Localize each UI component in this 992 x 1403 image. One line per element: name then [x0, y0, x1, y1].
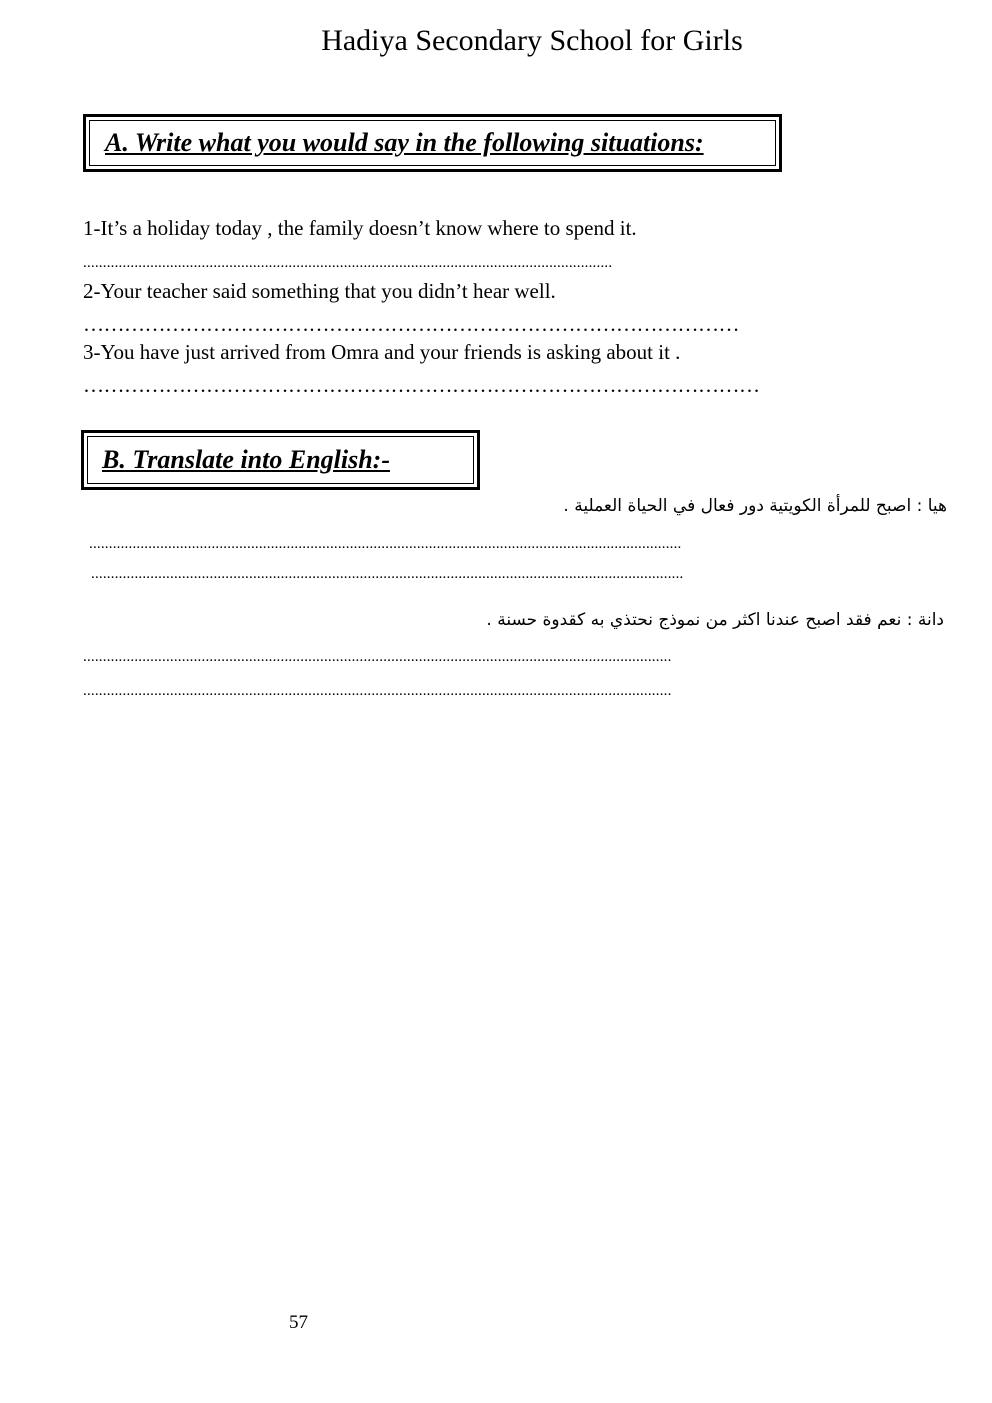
answer-line-2[interactable]: ……………………………………………………………………………………: [83, 312, 739, 336]
section-a-heading: A. Write what you would say in the following situations:: [105, 128, 704, 157]
page-title: Hadiya Secondary School for Girls: [321, 24, 743, 57]
translation-line-2b[interactable]: .....................................................................................................................................................: [83, 683, 672, 699]
translate-sentence-2: دانة : نعم فقد اصبح عندنا اكثر من نموذج نحتذي به كقدوة حسنة .: [486, 610, 944, 630]
question-2: 2-Your teacher said something that you didn’t hear well.: [83, 279, 556, 303]
question-3: 3-You have just arrived from Omra and your friends is asking about it .: [83, 340, 681, 364]
section-b-heading-inner: [87, 436, 474, 484]
page-number: 57: [289, 1312, 308, 1333]
answer-line-1[interactable]: ......................................................................................................................................: [83, 255, 613, 271]
translation-line-2a[interactable]: .....................................................................................................................................................: [83, 649, 672, 665]
translation-line-1a[interactable]: ......................................................................................................................................................: [89, 536, 682, 552]
question-1: 1-It’s a holiday today , the family doesn’t know where to spend it.: [83, 216, 637, 240]
section-a-heading-inner: [89, 120, 776, 166]
answer-line-3[interactable]: ………………………………………………………………………………………: [83, 373, 760, 397]
section-a-heading-box: [83, 114, 782, 172]
translate-sentence-1: هيا : اصبح للمرأة الكويتية دور فعال في الحياة العملية .: [563, 496, 947, 516]
section-b-heading-box: [81, 430, 480, 490]
section-b-heading: B. Translate into English:-: [102, 445, 390, 474]
translation-line-1b[interactable]: ......................................................................................................................................................: [91, 566, 684, 582]
